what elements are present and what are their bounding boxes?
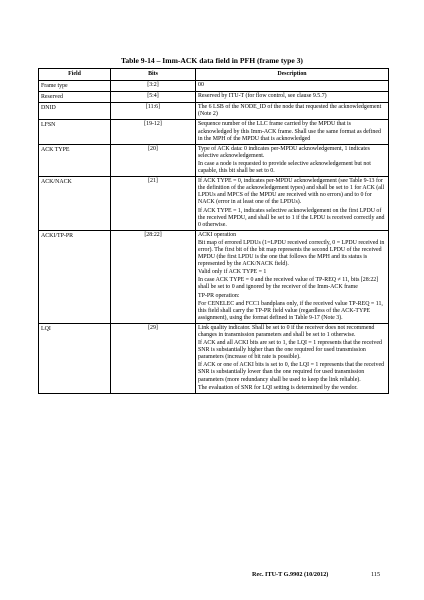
table-header-row bbox=[39, 69, 389, 81]
description-paragraph: The 6 LSB of the NODE_ID of the node that requested the acknowledgement (Note 2) bbox=[198, 104, 382, 118]
field-cell: ACKI/TP-PR bbox=[39, 230, 111, 323]
table-row bbox=[39, 92, 389, 103]
description-paragraph: In case ACK TYPE = 0 and the received value of TP-REQ ≠ 11, bits [28:22] shall be set to 0 and ignored by the receiver of the Imm-ACK frame bbox=[198, 277, 379, 291]
field-cell: ACK TYPE bbox=[39, 144, 111, 176]
description-cell bbox=[196, 177, 389, 231]
description-paragraph: 00 bbox=[198, 82, 204, 89]
field-cell: Frame type bbox=[39, 81, 111, 92]
table-row bbox=[39, 120, 389, 144]
description-cell bbox=[196, 92, 389, 103]
description-cell bbox=[196, 103, 389, 120]
field-cell: LQI bbox=[39, 323, 111, 393]
table-row bbox=[39, 177, 389, 231]
description-paragraph: If ACK TYPE = 0, indicates per-MPDU acknowledgement (see Table 9-13 for the definition of the acknowledgement types) and shall be set to 1 for ACK (all LPDUs and MPCS of the MPDU are received with no errors) and to 0 for NACK (error in at least one of the LPDUs). bbox=[198, 178, 385, 206]
bits-cell: [5:4] bbox=[111, 92, 196, 103]
description-paragraph: In case a node is requested to provide selective acknowledgement but not capable, this bit shall be set to 0. bbox=[198, 160, 371, 175]
description-paragraph: TP-PR operation: bbox=[198, 292, 240, 299]
table-row bbox=[39, 103, 389, 120]
description-paragraph: Valid only if ACK TYPE = 1 bbox=[198, 269, 267, 276]
table-row bbox=[39, 144, 389, 176]
description-cell bbox=[196, 230, 389, 323]
bits-cell: [11:6] bbox=[111, 103, 196, 120]
header-field: Field bbox=[39, 69, 111, 81]
table-title: Table 9-14 – Imm-ACK data field in PFH (frame type 3) bbox=[121, 56, 303, 65]
description-cell bbox=[196, 81, 389, 92]
field-cell: ACK/NACK bbox=[39, 177, 111, 231]
imm-ack-table bbox=[38, 68, 389, 394]
description-paragraph: For CENELEC and FCC1 bandplans only, if the received value TP-REQ = 11, this field shall carry the TP-PR field value (regardless of the ACK-TYPE assignment), using the format defined in Table 9-17 (Note 3). bbox=[198, 300, 383, 321]
bits-cell: [3:2] bbox=[111, 81, 196, 92]
description-paragraph: If ACK and all ACKI bits are set to 1, the LQI = 1 represents that the received SNR is substantially higher than the one required for used transmission parameters (increase of bit rate is possible). bbox=[198, 340, 382, 361]
description-cell bbox=[196, 120, 389, 144]
description-paragraph: If ACK TYPE = 1, indicates selective acknowledgement on the first LPDU of the received MPDU, and shall be set to 1 if the LPDU is received correctly and 0 otherwise. bbox=[198, 207, 385, 228]
description-cell bbox=[196, 323, 389, 393]
description-paragraph: Link quality indicator. Shall be set to 0 if the receiver does not recommend changes in transmission parameters and shall be set to 1 otherwise. bbox=[198, 324, 375, 338]
table-row bbox=[39, 323, 389, 393]
bits-cell: [20] bbox=[111, 144, 196, 176]
recommendation-id: Rec. ITU-T G.9902 (10/2012) bbox=[252, 571, 329, 578]
field-cell: LFSN bbox=[39, 120, 111, 144]
description-paragraph: The evaluation of SNR for LQI setting is determined by the vendor. bbox=[198, 384, 358, 391]
description-paragraph: If ACK or one of ACKI bits is set to 0, the LQI = 1 represents that the received SNR is substantially lower than the one required for used transmission parameters (more redundancy shall be used to keep the link reliable). bbox=[198, 362, 385, 383]
description-paragraph: Sequence number of the LLC frame carried by the MPDU that is acknowledged by this Imm-ACK frame. Shall use the same format as defined in the MPH of the MPDU that is acknowledged bbox=[198, 121, 381, 142]
bits-cell: [21] bbox=[111, 177, 196, 231]
bits-cell: [19-12] bbox=[111, 120, 196, 144]
description-paragraph: Bit map of errored LPDUs (1=LPDU received correctly, 0 = LPDU received in error). The first bit of the bit map represents the second LPDU of the received MPDU (the first LPDU is the one that follows the MPH and its status is represented by the ACK/NACK field). bbox=[198, 239, 385, 268]
header-bits: Bits bbox=[111, 69, 196, 81]
page-number: 115 bbox=[371, 571, 381, 578]
description-paragraph: Type of ACK data: 0 indicates per-MPDU acknowledgement, 1 indicates selective acknowledgement. bbox=[198, 145, 370, 159]
description-paragraph: Reserved by ITU-T (for flow control, see clause 9.5.7) bbox=[198, 93, 327, 100]
description-paragraph: ACKI operation bbox=[198, 231, 237, 238]
header-description: Description bbox=[196, 69, 389, 81]
description-cell bbox=[196, 144, 389, 176]
page-footer bbox=[252, 571, 392, 579]
field-cell: Reserved bbox=[39, 92, 111, 103]
bits-cell: [28:22] bbox=[111, 230, 196, 323]
bits-cell: [29] bbox=[111, 323, 196, 393]
table-row bbox=[39, 230, 389, 323]
table-row bbox=[39, 81, 389, 92]
field-cell: DNID bbox=[39, 103, 111, 120]
